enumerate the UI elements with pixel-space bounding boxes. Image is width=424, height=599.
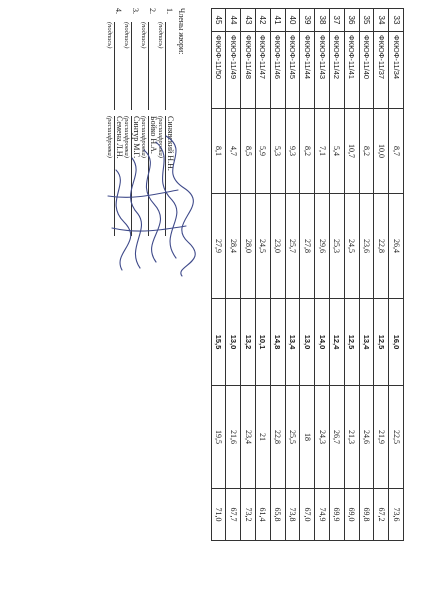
table-cell-n: 41 (270, 9, 285, 32)
name-caption: (расшифровка) (123, 116, 130, 158)
table-cell-v5: 67,7 (226, 489, 241, 541)
table-cell-v5: 71,0 (211, 489, 226, 541)
table-row (285, 9, 300, 541)
table-cell-v2: 25,3 (330, 194, 345, 299)
table-cell-code: ФКЮФ-11/47 (256, 32, 271, 109)
table-cell-code: ФКЮФ-11/40 (359, 32, 374, 109)
table-row (226, 9, 241, 541)
table-cell-v3: 10,1 (256, 299, 271, 386)
table-cell-v3: 13,0 (300, 299, 315, 386)
table-cell-v3: 13,0 (226, 299, 241, 386)
table-cell-code: ФКЮФ-11/34 (389, 32, 404, 109)
table-cell-code: ФКЮФ-11/37 (374, 32, 389, 109)
table-cell-v3: 13,4 (359, 299, 374, 386)
table-cell-code: ФКЮФ-11/46 (270, 32, 285, 109)
jury-member-name: Синявский Н.Н. (165, 116, 175, 236)
table-cell-code: ФКЮФ-11/41 (344, 32, 359, 109)
table-cell-n: 35 (359, 9, 374, 32)
table-cell-code: ФКЮФ-11/50 (211, 32, 226, 109)
table-cell-v4: 21 (256, 386, 271, 489)
table-cell-v5: 69,0 (344, 489, 359, 541)
table-cell-v1: 8,2 (359, 109, 374, 194)
table-cell-v2: 24,5 (256, 194, 271, 299)
table-row (211, 9, 226, 541)
table-row (389, 9, 404, 541)
table-cell-code: ФКЮФ-11/49 (226, 32, 241, 109)
table-cell-v2: 23,6 (359, 194, 374, 299)
table-cell-code: ФКЮФ-11/43 (315, 32, 330, 109)
table-cell-n: 38 (315, 9, 330, 32)
jury-member-number: 2. (148, 8, 157, 14)
table-cell-v1: 8,5 (241, 109, 256, 194)
table-cell-n: 40 (285, 9, 300, 32)
jury-member-name: Бойко Н.А. (148, 116, 158, 236)
handwritten-signatures (96, 130, 196, 280)
table-cell-v2: 28,0 (241, 194, 256, 299)
name-caption: (расшифровка) (157, 116, 164, 158)
table-cell-v4: 25,5 (285, 386, 300, 489)
table-cell-v1: 4,7 (226, 109, 241, 194)
signature-line (114, 22, 115, 110)
table-cell-v2: 25,7 (285, 194, 300, 299)
table-cell-code: ФКЮФ-11/48 (241, 32, 256, 109)
table-cell-v1: 5,4 (330, 109, 345, 194)
jury-heading: Члены жюри: (177, 8, 186, 55)
table-cell-n: 34 (374, 9, 389, 32)
table-cell-v5: 69,8 (359, 489, 374, 541)
table-cell-v5: 73,2 (241, 489, 256, 541)
table-cell-v4: 22,8 (270, 386, 285, 489)
table-cell-code: ФКЮФ-11/44 (300, 32, 315, 109)
table-cell-n: 45 (211, 9, 226, 32)
table-cell-v3: 14,8 (270, 299, 285, 386)
jury-member-number: 4. (114, 8, 123, 14)
table-cell-n: 37 (330, 9, 345, 32)
table-row (270, 9, 285, 541)
signature-caption: (подпись) (140, 22, 147, 49)
table-cell-v2: 27,9 (211, 194, 226, 299)
jury-member-name: Семена Л.Н. (114, 116, 124, 236)
table-row (330, 9, 345, 541)
signature-caption: (подпись) (157, 22, 164, 49)
table-cell-v4: 21,6 (226, 386, 241, 489)
table-cell-v1: 8,7 (389, 109, 404, 194)
table-cell-v5: 73,8 (285, 489, 300, 541)
signature-stroke (144, 150, 161, 262)
jury-member-name: Синтур М.Г. (131, 116, 141, 236)
signature-line (165, 22, 166, 110)
results-table-body (211, 9, 403, 541)
signature-caption: (подпись) (123, 22, 130, 49)
signature-line (131, 22, 132, 110)
table-cell-v4: 18 (300, 386, 315, 489)
table-row (374, 9, 389, 541)
table-cell-v4: 21,9 (374, 386, 389, 489)
signature-caption: (подпись) (106, 22, 113, 49)
table-cell-v2: 23,0 (270, 194, 285, 299)
table-cell-v5: 73,6 (389, 489, 404, 541)
jury-member-number: 3. (131, 8, 140, 14)
table-row (344, 9, 359, 541)
table-cell-n: 39 (300, 9, 315, 32)
table-cell-v1: 5,3 (270, 109, 285, 194)
table-row (300, 9, 315, 541)
table-cell-v4: 22,5 (389, 386, 404, 489)
table-cell-v2: 27,8 (300, 194, 315, 299)
table-cell-v5: 65,8 (270, 489, 285, 541)
table-cell-v1: 9,3 (285, 109, 300, 194)
table-row (241, 9, 256, 541)
signature-stroke (116, 170, 131, 270)
table-cell-v1: 8,2 (300, 109, 315, 194)
table-row (315, 9, 330, 541)
table-cell-v2: 29,6 (315, 194, 330, 299)
table-cell-v3: 12,4 (330, 299, 345, 386)
table-cell-n: 43 (241, 9, 256, 32)
table-cell-n: 33 (389, 9, 404, 32)
table-cell-v3: 13,2 (241, 299, 256, 386)
name-caption: (расшифровка) (106, 116, 113, 158)
table-cell-v2: 26,4 (389, 194, 404, 299)
table-cell-v4: 26,7 (330, 386, 345, 489)
table-cell-code: ФКЮФ-11/45 (285, 32, 300, 109)
table-cell-v3: 15,5 (211, 299, 226, 386)
table-row (256, 9, 271, 541)
table-cell-n: 36 (344, 9, 359, 32)
signature-line (148, 22, 149, 110)
table-cell-v1: 10,0 (374, 109, 389, 194)
name-caption: (расшифровка) (140, 116, 147, 158)
table-cell-v1: 5,9 (256, 109, 271, 194)
table-cell-v4: 24,6 (359, 386, 374, 489)
table-cell-v5: 74,9 (315, 489, 330, 541)
table-cell-v3: 12,5 (374, 299, 389, 386)
table-cell-v2: 22,8 (374, 194, 389, 299)
table-cell-v1: 10,7 (344, 109, 359, 194)
table-cell-v4: 24,3 (315, 386, 330, 489)
results-table (211, 8, 404, 541)
signature-stroke (166, 136, 195, 276)
table-cell-v4: 23,4 (241, 386, 256, 489)
table-row (359, 9, 374, 541)
table-cell-n: 42 (256, 9, 271, 32)
table-cell-v3: 13,4 (285, 299, 300, 386)
table-cell-v5: 69,9 (330, 489, 345, 541)
table-cell-v1: 8,1 (211, 109, 226, 194)
table-cell-v5: 67,0 (300, 489, 315, 541)
table-cell-v3: 14,0 (315, 299, 330, 386)
signature-stroke (156, 142, 177, 258)
table-cell-v5: 61,4 (256, 489, 271, 541)
table-cell-v2: 24,5 (344, 194, 359, 299)
signature-stroke (112, 226, 186, 231)
table-cell-v3: 16,0 (389, 299, 404, 386)
table-cell-v5: 67,2 (374, 489, 389, 541)
table-cell-n: 44 (226, 9, 241, 32)
signature-stroke (131, 158, 142, 268)
table-cell-code: ФКЮФ-11/42 (330, 32, 345, 109)
table-cell-v1: 7,1 (315, 109, 330, 194)
jury-member-number: 1. (165, 8, 174, 14)
table-cell-v3: 12,5 (344, 299, 359, 386)
table-cell-v4: 21,3 (344, 386, 359, 489)
table-cell-v2: 28,4 (226, 194, 241, 299)
table-cell-v4: 19,5 (211, 386, 226, 489)
